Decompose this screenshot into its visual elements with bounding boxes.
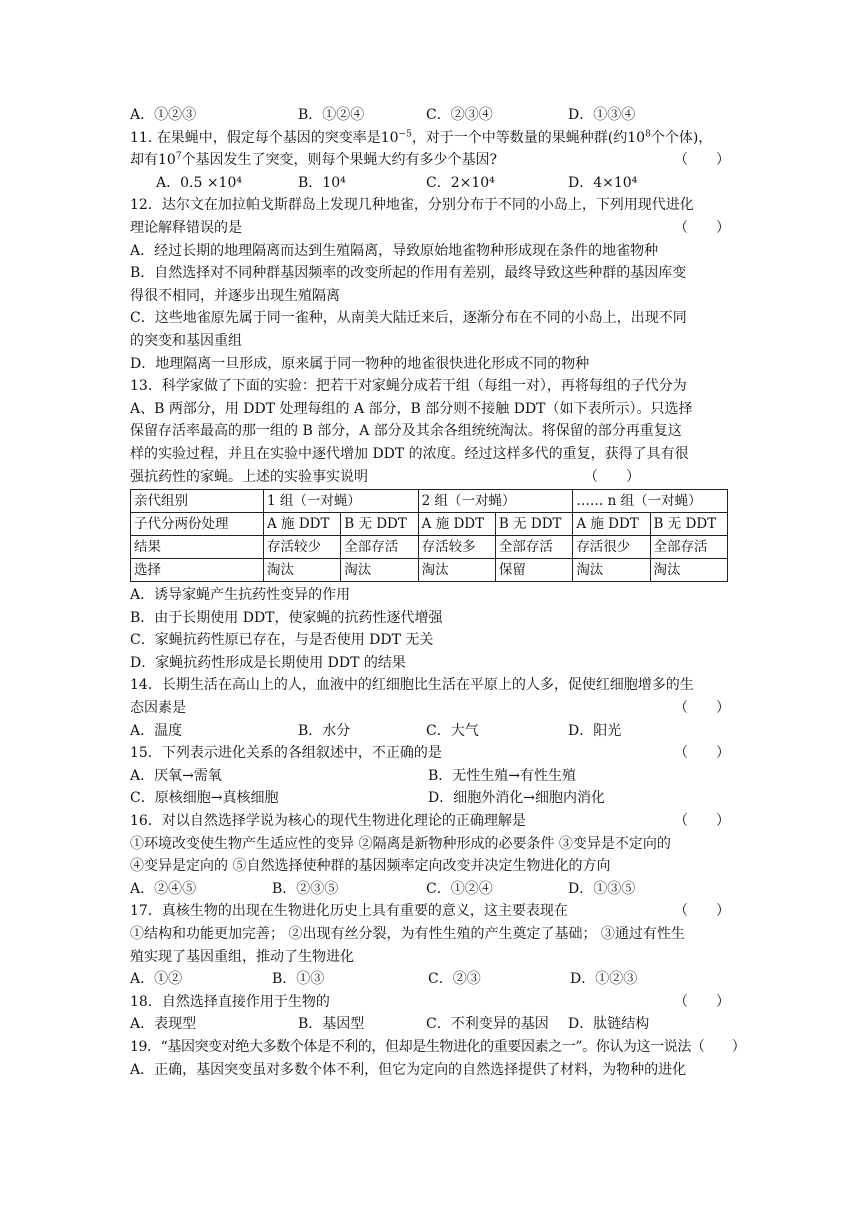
- table-cell: 全部存活: [495, 536, 572, 559]
- table-cell: 保留: [495, 559, 572, 582]
- q13-stem-line5: [130, 466, 730, 489]
- q13-option-c: C．家蝇抗药性原已存在，与是否使用 DDT 无关: [130, 632, 434, 649]
- q11-text-a: 11. 在果蝇中，假定每个基因的突变率是10: [130, 129, 399, 146]
- q16-option-d: D．①③⑤: [568, 880, 636, 897]
- q11-text-c: 个个体)，: [650, 129, 713, 146]
- table-cell: 淘汰: [650, 559, 727, 582]
- q17-stem-line3: 殖实现了基因重组，推动了生物进化: [130, 948, 354, 965]
- q18-stem-line1: [130, 991, 730, 1014]
- q17-option-d: D．①②③: [570, 971, 638, 988]
- table-cell: 淘汰: [573, 559, 650, 582]
- q15-stem-text: 15．下列表示进化关系的各组叙述中，不正确的是: [130, 745, 442, 762]
- table-cell: 全部存活: [650, 536, 727, 559]
- q11-option-c: C．2×10⁴: [426, 174, 495, 191]
- q18-option-b: B．基因型: [298, 1016, 365, 1033]
- q14-option-b: B．水分: [298, 722, 351, 739]
- q13-stem-line3: 保留存活率最高的那一组的 B 部分，A 部分及其余各组统统淘汰。将保留的部分再重复这: [130, 423, 682, 440]
- table-cell: 子代分两份处理: [131, 513, 264, 536]
- q10-options: [130, 104, 730, 127]
- q17-option-a: A．①②: [130, 971, 183, 988]
- q10-option-a: A．①②③: [130, 107, 197, 123]
- q11-stem-line1: [130, 127, 730, 150]
- table-cell: A 施 DDT: [418, 513, 495, 536]
- q13-option-b: B．由于长期使用 DDT，使家蝇的抗药性逐代增强: [130, 609, 443, 626]
- q11-options: [130, 172, 730, 195]
- q13-stem-line4: 样的实验过程，并且在实验中逐代增加 DDT 的浓度。经过这样多代的重复，获得了具有很: [130, 445, 689, 462]
- q11-text-e: 个基因发生了突变，则每个果蝇大约有多少个基因?: [181, 152, 498, 169]
- q15-options-row2: [130, 787, 730, 810]
- q11-text-d: 却有10: [130, 152, 176, 169]
- q17-stem-line1: [130, 900, 730, 923]
- q13-answer-paren: （ ）: [584, 468, 640, 485]
- q11-sup-c: 7: [175, 151, 182, 162]
- q18-option-a: A．表现型: [130, 1016, 197, 1033]
- q16-stem-text: 16．对以自然选择学说为核心的现代生物进化理论的正确理解是: [130, 813, 526, 830]
- table-header-cell: …… n 组（一对蝇）: [573, 490, 728, 513]
- q11-sup-b: 8: [645, 128, 651, 139]
- q14-options: [130, 720, 730, 743]
- q11-stem-line2: [130, 149, 730, 172]
- q11-text-b: ，对于一个中等数量的果蝇种群(约10: [411, 129, 646, 146]
- table-cell: 淘汰: [341, 559, 418, 582]
- table-cell: B 无 DDT: [650, 513, 727, 536]
- q12-option-b-line2: 得很不相同，并逐步出现生殖隔离: [130, 287, 340, 304]
- q12-stem-line1: 12．达尔文在加拉帕戈斯群岛上发现几种地雀，分别分布于不同的小岛上，下列用现代进化: [130, 197, 694, 214]
- q17-options: [130, 968, 730, 991]
- table-cell: A 施 DDT: [264, 513, 341, 536]
- q15-options-row1: [130, 765, 730, 788]
- q13-stem-text: 强抗药性的家蝇。上述的实验事实说明: [130, 468, 368, 485]
- q12-stem-line2: [130, 217, 730, 240]
- q15-option-d: D．细胞外消化→细胞内消化: [428, 790, 605, 807]
- q16-option-c: C．①②④: [426, 880, 493, 897]
- q14-option-c: C．大气: [426, 722, 479, 739]
- table-cell: 存活较多: [418, 536, 495, 559]
- q15-option-c: C．原核细胞→真核细胞: [130, 790, 279, 807]
- q17-option-b: B．①③: [272, 971, 325, 988]
- q17-option-c: C．②③: [428, 971, 481, 988]
- table-row: [131, 559, 728, 582]
- q13-stem-line2: A、B 两部分，用 DDT 处理每组的 A 部分，B 部分则不接触 DDT（如下表所示）。只选择: [130, 400, 693, 417]
- q19-stem-line1: 19．“基因突变对绝大多数个体是不利的，但却是生物进化的重要因素之一”。你认为这一说法（ ）: [130, 1038, 746, 1055]
- q14-stem-line2: [130, 697, 730, 720]
- q11-option-a: A．0.5 ×10⁴: [156, 174, 242, 191]
- q16-stem-line1: [130, 810, 730, 833]
- q15-answer-paren: （ ）: [674, 745, 730, 762]
- q10-option-d: D．①③④: [568, 107, 636, 123]
- q13-option-a: A．诱导家蝇产生抗药性变异的作用: [130, 587, 351, 604]
- q12-answer-paren: （ ）: [674, 219, 730, 236]
- q17-answer-paren: （ ）: [674, 903, 730, 920]
- q17-stem-line2: ①结构和功能更加完善； ②出现有丝分裂，为有性生殖的产生奠定了基础； ③通过有性生: [130, 926, 685, 942]
- q12-stem-text: 理论解释错误的是: [130, 219, 242, 236]
- table-cell: 存活很少: [573, 536, 650, 559]
- q18-options: [130, 1013, 730, 1036]
- q18-option-d: D．肽链结构: [568, 1016, 650, 1033]
- q10-option-c: C．②③④: [426, 107, 493, 123]
- q14-option-a: A．温度: [130, 722, 183, 739]
- q15-stem-line1: [130, 742, 730, 765]
- q18-stem-text: 18．自然选择直接作用于生物的: [130, 993, 330, 1010]
- q16-stem-line2: ①环境改变使生物产生适应性的变异 ②隔离是新物种形成的必要条件 ③变异是不定向的: [130, 835, 671, 852]
- q14-stem-line1: 14．长期生活在高山上的人，血液中的红细胞比生活在平原上的人多，促使红细胞增多的生: [130, 677, 694, 694]
- q10-option-b: B．①②④: [298, 107, 365, 123]
- table-cell: 淘汰: [418, 559, 495, 582]
- table-cell: 存活较少: [264, 536, 341, 559]
- q18-answer-paren: （ ）: [674, 993, 730, 1010]
- q11-option-b: B．10⁴: [298, 174, 346, 191]
- q19-option-a: A．正确，基因突变虽对多数个体不利，但它为定向的自然选择提供了材料，为物种的进化: [130, 1061, 687, 1078]
- table-cell: 全部存活: [341, 536, 418, 559]
- q16-answer-paren: （ ）: [674, 813, 730, 830]
- exam-page: [130, 104, 746, 1081]
- q14-option-d: D．阳光: [568, 722, 622, 739]
- table-header-cell: 1 组（一对蝇）: [264, 490, 419, 513]
- q13-experiment-table: [130, 489, 728, 582]
- q14-stem-text: 态因素是: [130, 700, 186, 717]
- q16-option-a: A．②④⑤: [130, 880, 197, 897]
- table-header-row: [131, 490, 728, 513]
- q11-answer-paren: （ ）: [674, 152, 730, 169]
- table-cell: B 无 DDT: [341, 513, 418, 536]
- q13-option-d: D．家蝇抗药性形成是长期使用 DDT 的结果: [130, 654, 406, 671]
- q11-sup-a: −5: [398, 128, 412, 139]
- q15-option-b: B．无性生殖→有性生殖: [428, 767, 577, 784]
- q12-option-c-line2: 的突变和基因重组: [130, 332, 242, 349]
- table-row: [131, 536, 728, 559]
- table-cell: 淘汰: [264, 559, 341, 582]
- table-header-cell: 亲代组别: [131, 490, 264, 513]
- q16-option-b: B．②③⑤: [272, 880, 339, 897]
- q17-stem-text: 17．真核生物的出现在生物进化历史上具有重要的意义，这主要表现在: [130, 903, 568, 920]
- q12-option-b-line1: B．自然选择对不同种群基因频率的改变所起的作用有差别，最终导致这些种群的基因库变: [130, 265, 687, 282]
- table-cell: B 无 DDT: [495, 513, 572, 536]
- table-cell: 结果: [131, 536, 264, 559]
- table-row: [131, 513, 728, 536]
- q12-option-a: A．经过长期的地理隔离而达到生殖隔离，导致原始地雀物种形成现在条件的地雀物种: [130, 242, 659, 259]
- q12-option-d: D．地理隔离一旦形成，原来属于同一物种的地雀很快进化形成不同的物种: [130, 355, 590, 372]
- q16-stem-line3: ④变异是定向的 ⑤自然选择使种群的基因频率定向改变并决定生物进化的方向: [130, 858, 611, 875]
- q16-options: [130, 878, 730, 901]
- q11-option-d: D．4×10⁴: [568, 174, 638, 191]
- table-cell: A 施 DDT: [573, 513, 650, 536]
- q12-option-c-line1: C．这些地雀原先属于同一雀种，从南美大陆迁来后，逐渐分布在不同的小岛上，出现不同: [130, 310, 687, 327]
- table-header-cell: 2 组（一对蝇）: [418, 490, 573, 513]
- q13-stem-line1: 13．科学家做了下面的实验：把若干对家蝇分成若干组（每组一对），再将每组的子代分为: [130, 378, 687, 395]
- q18-option-c: C．不利变异的基因: [426, 1016, 549, 1033]
- q14-answer-paren: （ ）: [674, 700, 730, 717]
- q15-option-a: A．厌氧→需氧: [130, 767, 222, 784]
- table-cell: 选择: [131, 559, 264, 582]
